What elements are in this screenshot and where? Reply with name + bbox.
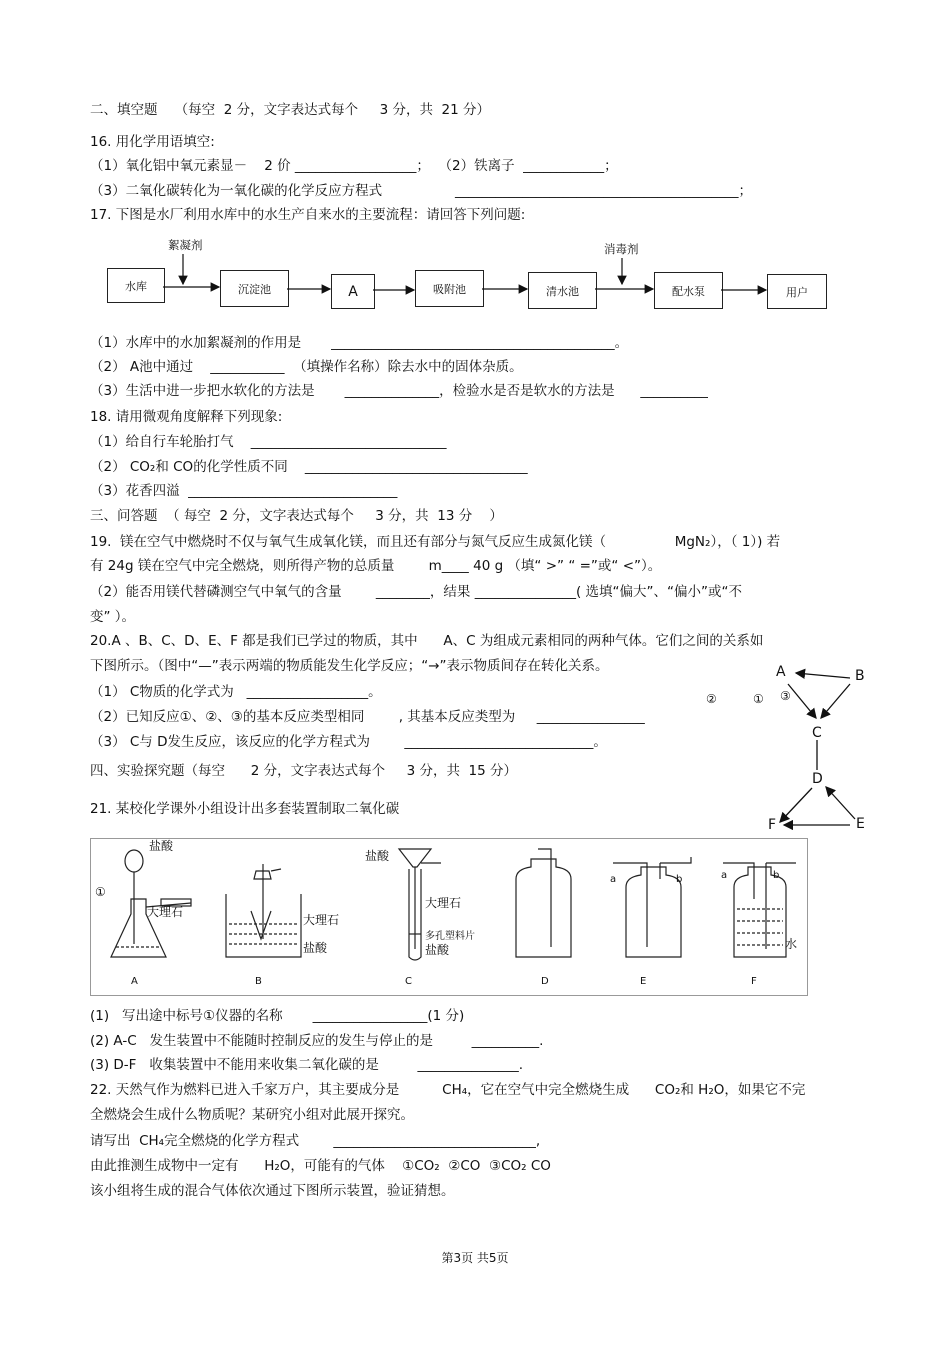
- f-label-a: a: [721, 870, 728, 881]
- c-label-plate: 多孔塑料片: [425, 931, 475, 942]
- flow-node-pump: 配水泵: [654, 272, 723, 309]
- c-label-hcl: 盐酸: [365, 849, 390, 863]
- section-4-title: 四、实验探究题（每空 2 分，文字表达式每个 3 分，共 15 分）: [90, 763, 518, 779]
- q20-line4: （2）已知反应①、②、③的基本反应类型相同 , 其基本反应类型为 ________________: [90, 709, 645, 725]
- a-label-hcl: 盐酸: [149, 839, 174, 853]
- fig-label-a: A: [131, 976, 138, 987]
- f-label-b: b: [773, 870, 780, 881]
- c-label-hcl-bottom: 盐酸: [425, 943, 450, 957]
- q19-line1: 19. 镁在空气中燃烧时不仅与氧气生成氧化镁，而且还有部分与氮气反应生成氮化镁（ MgN₂），（ 1）) 若: [90, 534, 781, 550]
- q20-line2: 下图所示。（图中“—”表示两端的物质能发生化学反应；“→”表示物质间存在转化关系。: [90, 658, 609, 674]
- q22-line1: 22. 天然气作为燃料已进入千家万户，其主要成分是 CH₄，它在空气中完全燃烧生成 CO₂和 H₂O，如果它不完: [90, 1082, 806, 1098]
- flow-node-clear-water: 清水池: [528, 272, 597, 309]
- q21-stem: 21. 某校化学课外小组设计出多套装置制取二氧化碳: [90, 801, 400, 817]
- fig-label-b: B: [255, 976, 262, 987]
- q20-line1: 20.A 、B、C、D、E、F 都是我们已学过的物质，其中 A、C 为组成元素相同的两种气体。它们之间的关系如: [90, 633, 764, 649]
- flow-arrows: [0, 0, 950, 330]
- e-label-a: a: [610, 874, 617, 885]
- q17-sub1: （1）水库中的水加絮凝剂的作用是 __________________________________________。: [90, 335, 629, 351]
- q22-line5: 该小组将生成的混合气体依次通过下图所示装置，验证猜想。: [90, 1183, 455, 1199]
- q16-line1: （1）氧化铝中氧元素显－ 2 价 __________________； （2）铁离子 ____________；: [90, 158, 618, 174]
- q21-sub1: (1) 写出途中标号①仪器的名称 _________________(1 分): [90, 1008, 465, 1024]
- flow-additive-1: 絮凝剂: [168, 238, 203, 252]
- marker-2: ②: [706, 692, 717, 706]
- q18-sub3: （3）花香四溢 _______________________________: [90, 483, 398, 499]
- node-e: E: [856, 816, 865, 832]
- flow-node-a: A: [331, 274, 375, 309]
- flow-additive-2: 消毒剂: [604, 242, 639, 256]
- node-b: B: [855, 668, 865, 684]
- a-label-circle-1: ①: [95, 885, 106, 899]
- q22-line2: 全燃烧会生成什么物质呢？某研究小组对此展开探究。: [90, 1107, 414, 1123]
- flow-node-adsorption: 吸附池: [415, 270, 484, 307]
- section-2-title: 二、填空题 （每空 2 分，文字表达式每个 3 分，共 21 分）: [90, 102, 491, 118]
- b-label-marble: 大理石: [303, 913, 340, 927]
- q17-sub2: （2） A池中通过 ___________ （填操作名称）除去水中的固体杂质。: [90, 359, 523, 375]
- node-a: A: [776, 664, 786, 680]
- q16-stem: 16. 用化学用语填空:: [90, 134, 215, 150]
- q21-sub2: (2) A-C 发生装置中不能随时控制反应的发生与停止的是 __________.: [90, 1033, 544, 1049]
- q19-line4: 变” ）。: [90, 609, 136, 625]
- q17-stem: 17. 下图是水厂利用水库中的水生产自来水的主要流程：请回答下列问题:: [90, 207, 526, 223]
- fig-label-e: E: [640, 976, 647, 987]
- q17-sub3: （3）生活中进一步把水软化的方法是 ______________，检验水是否是软水的方法是 __________: [90, 383, 708, 399]
- q16-line2: （3）二氧化碳转化为一氧化碳的化学反应方程式 __________________________________________；: [90, 183, 753, 199]
- fig-label-d: D: [541, 976, 549, 987]
- flow-node-sedimentation: 沉淀池: [220, 270, 289, 307]
- section-3-title: 三、问答题 （ 每空 2 分，文字表达式每个 3 分，共 13 分 ）: [90, 508, 503, 524]
- page-footer: 第3页 共5页: [441, 1251, 509, 1265]
- fig-label-c: C: [405, 976, 412, 987]
- q21-sub3: (3) D-F 收集装置中不能用来收集二氧化碳的是 _______________.: [90, 1057, 523, 1073]
- c-label-marble: 大理石: [425, 896, 462, 910]
- apparatus-drawing: [91, 839, 807, 995]
- q20-line3: （1） C物质的化学式为 __________________。: [90, 684, 382, 700]
- e-label-b: b: [676, 874, 683, 885]
- node-c: C: [812, 725, 822, 741]
- q19-line2: 有 24g 镁在空气中完全燃烧，则所得产物的总质量 m____ 40 g （填“ >” “ =”或“ <”）。: [90, 558, 662, 574]
- a-label-marble: 大理石: [147, 905, 184, 919]
- flow-node-reservoir: 水库: [107, 268, 165, 303]
- relation-arrows: [700, 660, 880, 840]
- flow-node-user: 用户: [767, 274, 827, 309]
- marker-3: ③: [780, 689, 791, 703]
- node-d: D: [812, 771, 823, 787]
- q20-line5: （3） C与 D发生反应，该反应的化学方程式为 ____________________________。: [90, 734, 607, 750]
- q19-line3: （2）能否用镁代替磷测空气中氧气的含量 ________，结果 _______________( 选填“偏大”、“偏小”或“不: [90, 584, 742, 600]
- f-label-water: 水: [785, 937, 798, 951]
- marker-1: ①: [753, 692, 764, 706]
- b-label-hcl: 盐酸: [303, 941, 328, 955]
- apparatus-figure: [90, 838, 808, 996]
- q22-line3: 请写出 CH₄完全燃烧的化学方程式 ______________________________,: [90, 1133, 541, 1149]
- q22-line4: 由此推测生成物中一定有 H₂O，可能有的气体 ①CO₂ ②CO ③CO₂ CO: [90, 1158, 551, 1174]
- node-f: F: [768, 817, 777, 833]
- fig-label-f: F: [751, 976, 757, 987]
- q18-sub1: （1）给自行车轮胎打气 _____________________________: [90, 434, 447, 450]
- q18-sub2: （2） CO₂和 CO的化学性质不同 _________________________________: [90, 459, 528, 475]
- q18-stem: 18. 请用微观角度解释下列现象:: [90, 409, 283, 425]
